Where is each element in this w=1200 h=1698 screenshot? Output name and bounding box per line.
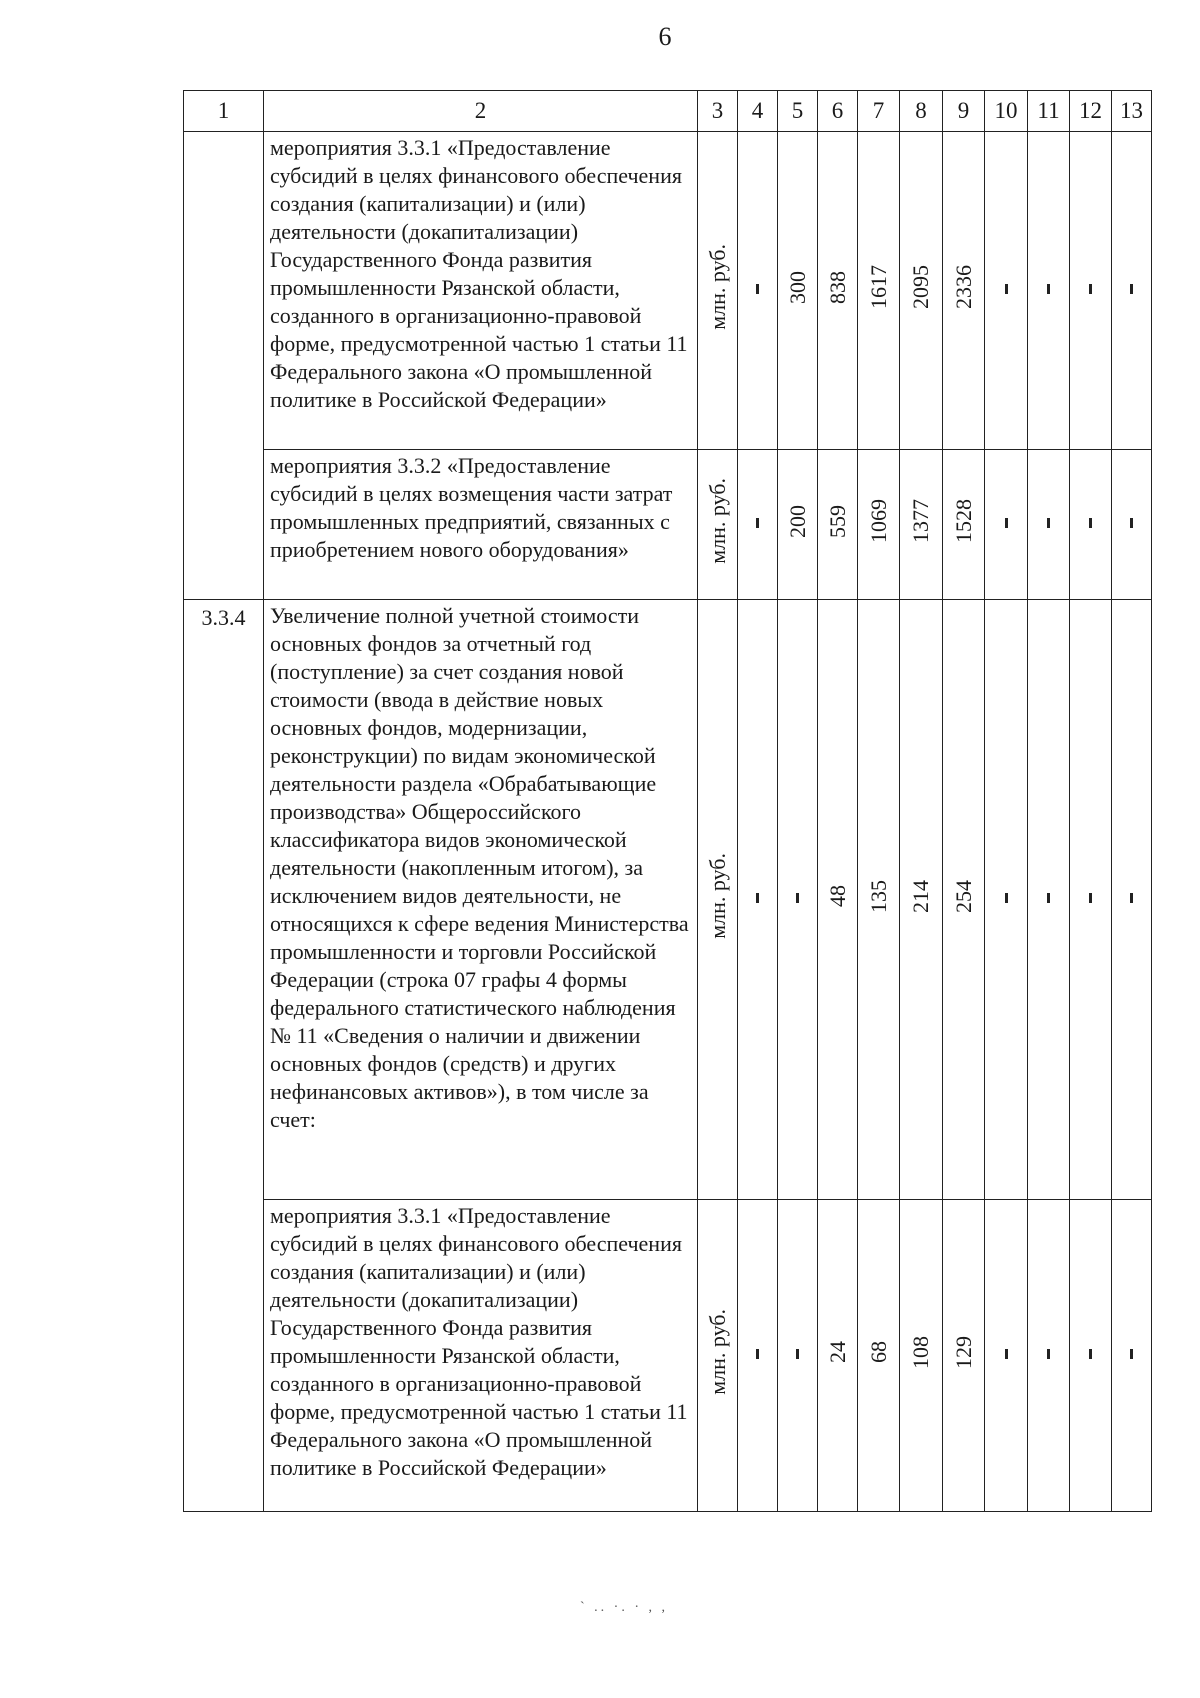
value-cell bbox=[778, 450, 818, 600]
value-cell bbox=[858, 132, 900, 450]
dash-value bbox=[1089, 518, 1092, 528]
indicators-table bbox=[183, 90, 1152, 1512]
numeric-value: 1617 bbox=[865, 265, 891, 309]
value-cell bbox=[778, 600, 818, 1200]
column-header: 4 bbox=[738, 91, 778, 132]
dash-value bbox=[796, 893, 799, 903]
column-header: 1 bbox=[184, 91, 264, 132]
dash-value bbox=[1089, 284, 1092, 294]
numeric-value: 129 bbox=[950, 1335, 976, 1369]
column-header: 13 bbox=[1112, 91, 1152, 132]
numeric-value: 68 bbox=[865, 1341, 891, 1363]
dash-value bbox=[1047, 284, 1050, 294]
column-header: 12 bbox=[1070, 91, 1112, 132]
description-cell: мероприятия 3.3.1 «Предоставление субсидий в целях финансового обеспечения создания (капитализации) и (или) деятельности (докапитализации) Государственного Фонда развития промышленности Рязанской области, созданного в организационно-правовой форме, предусмотренной частью 1 статьи 11 Федерального закона «О промышленной политике в Российской Федерации» bbox=[264, 132, 698, 450]
numeric-value: 838 bbox=[824, 270, 850, 304]
value-cell bbox=[858, 1200, 900, 1512]
dash-value bbox=[1047, 1349, 1050, 1359]
unit-label: млн. руб. bbox=[704, 478, 730, 564]
table-header-row bbox=[184, 91, 1152, 132]
dash-value bbox=[756, 284, 759, 294]
value-cell bbox=[1028, 1200, 1070, 1512]
value-cell bbox=[738, 600, 778, 1200]
column-header: 5 bbox=[778, 91, 818, 132]
unit-cell bbox=[698, 450, 738, 600]
page-number: 6 bbox=[658, 22, 672, 51]
dash-value bbox=[756, 1349, 759, 1359]
numeric-value: 1377 bbox=[908, 499, 933, 543]
dash-value bbox=[1005, 284, 1008, 294]
value-cell bbox=[1070, 450, 1112, 600]
numeric-value: 300 bbox=[784, 270, 810, 304]
scan-artifact: ` .. ·. · , , bbox=[580, 1600, 668, 1615]
value-cell bbox=[1028, 600, 1070, 1200]
row-number-cell bbox=[184, 132, 264, 600]
value-cell bbox=[1070, 132, 1112, 450]
numeric-value: 214 bbox=[908, 879, 933, 913]
column-header: 6 bbox=[818, 91, 858, 132]
numeric-value: 1528 bbox=[950, 499, 976, 543]
value-cell bbox=[985, 1200, 1028, 1512]
dash-value bbox=[1005, 893, 1008, 903]
dash-value bbox=[1130, 893, 1133, 903]
table-row bbox=[184, 132, 1152, 450]
value-cell bbox=[985, 132, 1028, 450]
dash-value bbox=[1047, 893, 1050, 903]
dash-value bbox=[1047, 518, 1050, 528]
column-header: 10 bbox=[985, 91, 1028, 132]
value-cell bbox=[1070, 600, 1112, 1200]
dash-value bbox=[756, 518, 759, 528]
value-cell bbox=[858, 450, 900, 600]
value-cell bbox=[1112, 600, 1152, 1200]
column-header: 2 bbox=[264, 91, 698, 132]
value-cell bbox=[1112, 132, 1152, 450]
column-header: 7 bbox=[858, 91, 900, 132]
value-cell bbox=[738, 450, 778, 600]
description-cell: мероприятия 3.3.2 «Предоставление субсидий в целях возмещения части затрат промышленных предприятий, связанных с приобретением нового оборудования» bbox=[264, 450, 698, 600]
table-row bbox=[184, 1200, 1152, 1512]
value-cell bbox=[900, 600, 943, 1200]
value-cell bbox=[818, 132, 858, 450]
value-cell bbox=[943, 132, 985, 450]
table-row bbox=[184, 600, 1152, 1200]
dash-value bbox=[1130, 518, 1133, 528]
value-cell bbox=[943, 1200, 985, 1512]
description-cell: мероприятия 3.3.1 «Предоставление субсидий в целях финансового обеспечения создания (капитализации) и (или) деятельности (докапитализации) Государственного Фонда развития промышленности Рязанской области, созданного в организационно-правовой форме, предусмотренной частью 1 статьи 11 Федерального закона «О промышленной политике в Российской Федерации» bbox=[264, 1200, 698, 1512]
numeric-value: 24 bbox=[824, 1341, 850, 1363]
value-cell bbox=[1112, 450, 1152, 600]
value-cell bbox=[818, 1200, 858, 1512]
dash-value bbox=[1089, 893, 1092, 903]
value-cell bbox=[1028, 450, 1070, 600]
row-number-cell: 3.3.4 bbox=[184, 600, 264, 1512]
column-header: 9 bbox=[943, 91, 985, 132]
numeric-value: 559 bbox=[824, 504, 850, 538]
column-header: 8 bbox=[900, 91, 943, 132]
numeric-value: 254 bbox=[950, 879, 976, 913]
numeric-value: 2095 bbox=[908, 265, 933, 309]
value-cell bbox=[778, 1200, 818, 1512]
table-row bbox=[184, 450, 1152, 600]
unit-cell bbox=[698, 600, 738, 1200]
value-cell bbox=[818, 450, 858, 600]
dash-value bbox=[1005, 1349, 1008, 1359]
numeric-value: 2336 bbox=[950, 265, 976, 309]
dash-value bbox=[1005, 518, 1008, 528]
dash-value bbox=[796, 1349, 799, 1359]
value-cell bbox=[778, 132, 818, 450]
value-cell bbox=[818, 600, 858, 1200]
description-cell: Увеличение полной учетной стоимости основных фондов за отчетный год (поступление) за счет создания новой стоимости (ввода в действие новых основных фондов, модернизации, реконструкции) по видам экономической деятельности раздела «Обрабатывающие производства» Общероссийского классификатора видов экономической деятельности (накопленным итогом), за исключением видов деятельности, не относящихся к сфере ведения Министерства промышленности и торговли Российской Федерации (строка 07 графы 4 формы федерального статистического наблюдения № 11 «Сведения о наличии и движении основных фондов (средств) и других нефинансовых активов»), в том числе за счет: bbox=[264, 600, 698, 1200]
value-cell bbox=[1112, 1200, 1152, 1512]
value-cell bbox=[943, 450, 985, 600]
value-cell bbox=[738, 1200, 778, 1512]
value-cell bbox=[1028, 132, 1070, 450]
value-cell bbox=[900, 450, 943, 600]
dash-value bbox=[1130, 284, 1133, 294]
dash-value bbox=[1089, 1349, 1092, 1359]
value-cell bbox=[1070, 1200, 1112, 1512]
numeric-value: 200 bbox=[784, 504, 810, 538]
column-header: 3 bbox=[698, 91, 738, 132]
value-cell bbox=[900, 1200, 943, 1512]
value-cell bbox=[985, 450, 1028, 600]
unit-cell bbox=[698, 132, 738, 450]
numeric-value: 108 bbox=[908, 1335, 933, 1369]
numeric-value: 48 bbox=[824, 885, 850, 907]
unit-label: млн. руб. bbox=[704, 244, 730, 330]
numeric-value: 135 bbox=[865, 879, 891, 913]
unit-label: млн. руб. bbox=[704, 1309, 730, 1395]
value-cell bbox=[943, 600, 985, 1200]
value-cell bbox=[985, 600, 1028, 1200]
dash-value bbox=[1130, 1349, 1133, 1359]
unit-label: млн. руб. bbox=[704, 853, 730, 939]
numeric-value: 1069 bbox=[865, 499, 891, 543]
dash-value bbox=[756, 893, 759, 903]
value-cell bbox=[900, 132, 943, 450]
column-header: 11 bbox=[1028, 91, 1070, 132]
value-cell bbox=[738, 132, 778, 450]
value-cell bbox=[858, 600, 900, 1200]
unit-cell bbox=[698, 1200, 738, 1512]
